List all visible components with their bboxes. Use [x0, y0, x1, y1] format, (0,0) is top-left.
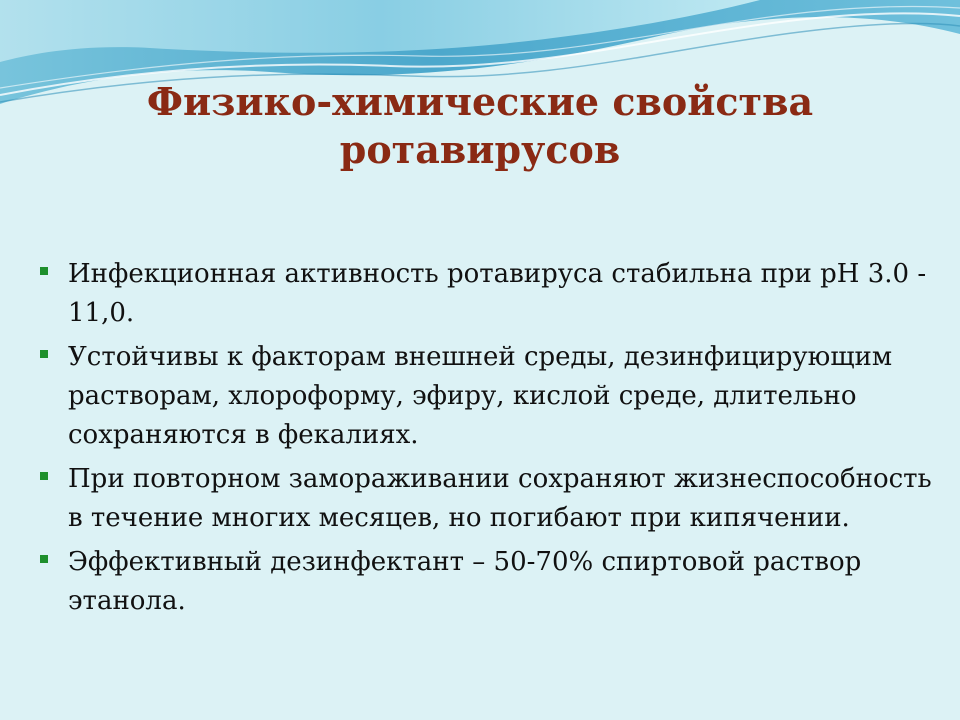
slide-title: Физико-химические свойства ротавирусов	[146, 79, 814, 172]
square-bullet-icon	[40, 267, 48, 275]
bullet-item	[38, 255, 933, 333]
square-bullet-icon	[40, 472, 48, 480]
bullet-text: Инфекционная активность ротавируса стабильна при рН 3.0 - 11,0.	[68, 259, 927, 328]
slide-content	[38, 255, 933, 626]
bullet-list	[38, 255, 933, 621]
bullet-text: Эффективный дезинфектант – 50-70% спиртовой раствор этанола.	[68, 547, 862, 616]
bullet-item	[38, 543, 933, 621]
bullet-item	[38, 338, 933, 455]
bullet-text: При повторном замораживании сохраняют жизнеспособность в течение многих месяцев, но погибают при кипячении.	[68, 464, 932, 533]
square-bullet-icon	[40, 555, 48, 563]
square-bullet-icon	[40, 350, 48, 358]
bullet-text: Устойчивы к факторам внешней среды, дезинфицирующим растворам, хлороформу, эфиру, кислой среде, длительно сохраняются в фекалиях.	[68, 342, 893, 450]
bullet-item	[38, 460, 933, 538]
